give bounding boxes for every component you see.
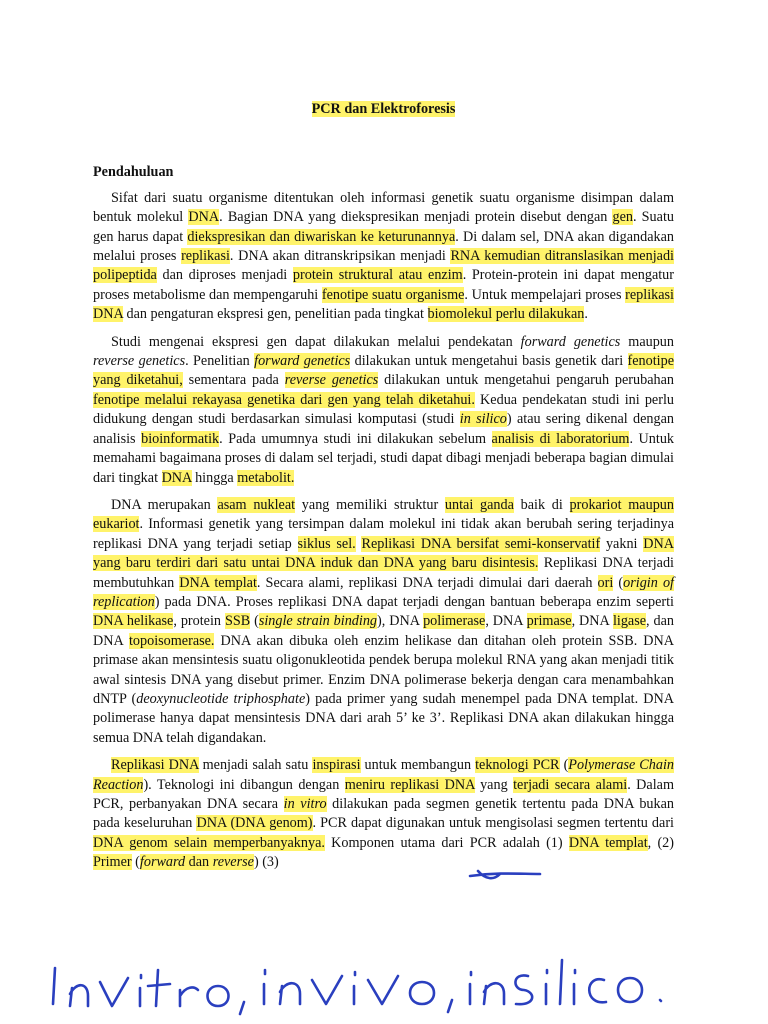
- text-run: forward genetics: [254, 353, 351, 370]
- text-run: . Pada umumnya studi ini dilakukan sebelum: [219, 430, 492, 447]
- text-run: DNA yang baru terdiri dari satu untai DNA induk dan DNA yang baru disintesis.: [93, 535, 674, 572]
- text-run: baik di: [513, 496, 570, 513]
- text-run: protein struktural atau enzim: [292, 267, 463, 284]
- text-run: sementara pada: [182, 372, 285, 389]
- text-run: dilakukan untuk mengetahui basis genetik dari: [350, 353, 628, 370]
- text-run: yang memiliki struktur: [295, 496, 445, 513]
- text-run: , (2): [647, 834, 674, 851]
- text-run: DNA: [188, 209, 220, 226]
- text-run: dilakukan pada segmen genetik tertentu pada DNA bukan pada keseluruhan: [93, 796, 674, 832]
- text-run: . Bagian DNA yang diekspresikan menjadi protein disebut dengan: [219, 209, 613, 226]
- text-run: prokariot maupun eukariot: [93, 496, 674, 533]
- text-run: Replikasi DNA: [111, 757, 199, 774]
- text-run: , protein: [173, 613, 225, 630]
- text-run: Komponen utama dari PCR adalah (1): [324, 834, 569, 851]
- text-run: meniru replikasi DNA: [344, 776, 475, 793]
- text-run: ori: [597, 574, 614, 591]
- text-run: . Suatu gen harus dapat: [93, 209, 674, 245]
- text-run: DNA (DNA genom): [196, 815, 313, 832]
- text-run: dan: [185, 854, 213, 871]
- text-run: . Protein-protein ini dapat mengatur proses metabolisme dan mempengaruhi: [93, 267, 675, 303]
- text-run: yakni: [600, 535, 644, 552]
- text-run: DNA templat: [568, 834, 648, 851]
- text-run: asam nukleat: [217, 496, 296, 513]
- text-run: (: [559, 757, 569, 774]
- text-run: diekspresikan dan diwariskan ke keturunannya: [187, 228, 456, 245]
- text-run: metabolit.: [237, 469, 295, 486]
- text-run: . Informasi genetik yang tersimpan dalam molekul ini tidak akan berubah sering terjadinya replikasi DNA yang terjadi setiap: [93, 516, 674, 552]
- text-run: yang: [474, 776, 514, 793]
- text-run: . Dalam PCR, perbanyakan DNA secara: [93, 776, 674, 812]
- text-run: SSB: [224, 613, 251, 630]
- text-run: reverse: [212, 854, 254, 871]
- text-run: .: [584, 306, 588, 323]
- section-heading: Pendahuluan: [93, 164, 174, 181]
- text-run: . Secara alami, replikasi DNA terjadi dimulai dari daerah: [256, 574, 598, 591]
- text-run: Primer: [93, 854, 132, 871]
- text-run: ligase: [612, 613, 647, 630]
- text-run: DNA templat: [179, 574, 257, 591]
- text-run: DNA merupakan: [111, 496, 218, 513]
- text-run: Replikasi DNA terjadi membutuhkan: [93, 555, 674, 591]
- text-run: (: [613, 574, 624, 591]
- text-run: fenotipe suatu organisme: [321, 286, 465, 303]
- document-title-text: PCR dan Elektroforesis: [311, 101, 456, 117]
- text-run: . Untuk memahami bagaimana proses di dalam sel terjadi, studi dapat dibagi menjadi beberapa bagian dimulai dari tingkat: [93, 430, 674, 486]
- text-run: dilakukan untuk mengetahui pengaruh perubahan: [378, 372, 675, 389]
- text-run: DNA genom selain memperbanyaknya.: [93, 834, 325, 851]
- text-run: terjadi secara alami: [513, 776, 628, 793]
- text-run: fenotipe yang diketahui,: [93, 353, 674, 389]
- text-run: ) pada primer yang sudah menempel pada DNA templat. DNA polimerase hanya dapat mensintesis DNA dari arah 5’ ke 3’. Replikasi DNA akan dilakukan hingga semua DNA telah digandakan.: [93, 690, 674, 746]
- text-run: untuk membangun: [360, 757, 476, 774]
- text-run: forward genetics: [520, 333, 621, 350]
- text-run: (: [131, 854, 140, 871]
- text-run: dan pengaturan ekspresi gen, penelitian pada tingkat: [122, 306, 428, 323]
- text-run: . Penelitian: [185, 353, 255, 370]
- text-run: ). Teknologi ini dibangun dengan: [143, 776, 345, 793]
- text-run: RNA kemudian ditranslasikan menjadi polipeptida: [93, 248, 674, 284]
- text-run: gen: [612, 209, 633, 226]
- text-run: maupun: [620, 333, 674, 350]
- text-run: ) (3): [253, 854, 279, 871]
- text-run: Studi mengenai ekspresi gen dapat dilakukan melalui pendekatan: [111, 333, 521, 350]
- text-run: biomolekul perlu dilakukan: [427, 306, 585, 323]
- text-run: ), DNA: [377, 613, 424, 630]
- text-run: topoisomerase.: [128, 632, 215, 649]
- text-run: dan diproses menjadi: [156, 267, 293, 284]
- text-run: forward: [139, 854, 186, 871]
- text-run: (: [250, 613, 259, 630]
- text-run: , DNA: [571, 613, 613, 630]
- text-run: in silico: [459, 411, 507, 428]
- text-run: hingga: [191, 469, 238, 486]
- text-run: analisis di laboratorium: [491, 430, 630, 447]
- text-run: in vitro: [283, 796, 327, 812]
- text-run: . Untuk mempelajari proses: [464, 286, 626, 303]
- text-run: Sifat dari suatu organisme ditentukan oleh informasi genetik suatu organisme disimpan dalam bentuk molekul: [93, 189, 674, 226]
- text-run: . DNA akan ditranskripsikan menjadi: [229, 248, 451, 265]
- text-run: deoxynucleotide triphosphate: [136, 690, 306, 707]
- text-run: reverse genetics: [93, 353, 186, 370]
- text-run: replikasi DNA: [93, 286, 674, 323]
- text-run: Kedua pendekatan studi ini perlu didukung dengan studi berdasarkan simulasi komputasi (studi: [93, 391, 674, 428]
- text-run: DNA: [161, 469, 192, 486]
- text-run: ) pada DNA. Proses replikasi DNA dapat terjadi dengan bantuan beberapa enzim seperti: [154, 593, 674, 610]
- text-run: replikasi: [181, 248, 230, 265]
- text-run: ) atau sering dikenal dengan analisis: [93, 411, 674, 447]
- text-run: polimerase: [423, 613, 486, 630]
- text-run: teknologi PCR: [475, 757, 560, 774]
- text-run: single strain binding: [258, 613, 378, 630]
- text-run: DNA helikase: [93, 613, 174, 630]
- text-run: siklus sel.: [297, 535, 356, 552]
- text-run: menjadi salah satu: [198, 757, 313, 774]
- text-run: Replikasi DNA bersifat semi-konservatif: [361, 535, 601, 552]
- text-run: DNA akan dibuka oleh enzim helikase dan ditahan oleh protein SSB. DNA primase akan mensintesis suatu oligonukleotida pendek berupa molekul RNA yang akan menjadi titik awal sintesis DNA yang disebut primer. Enzim DNA polimerase bekerja dengan cara menambahkan dNTP (: [93, 632, 674, 707]
- text-run: untai ganda: [444, 496, 514, 513]
- text-run: inspirasi: [312, 757, 361, 774]
- text-run: Polymerase Chain Reaction: [93, 757, 674, 793]
- text-run: , dan DNA: [93, 613, 674, 649]
- text-run: origin of replication: [93, 574, 674, 610]
- text-run: . PCR dapat digunakan untuk mengisolasi segmen tertentu dari: [312, 815, 674, 832]
- text-run: . Di dalam sel, DNA akan digandakan melalui proses: [93, 228, 674, 265]
- text-run: fenotipe melalui rekayasa genetika dari gen yang telah diketahui.: [93, 391, 475, 408]
- text-run: primase: [526, 613, 572, 630]
- text-run: , DNA: [485, 613, 527, 630]
- text-run: reverse genetics: [284, 372, 379, 389]
- text-run: bioinformatik: [141, 430, 220, 447]
